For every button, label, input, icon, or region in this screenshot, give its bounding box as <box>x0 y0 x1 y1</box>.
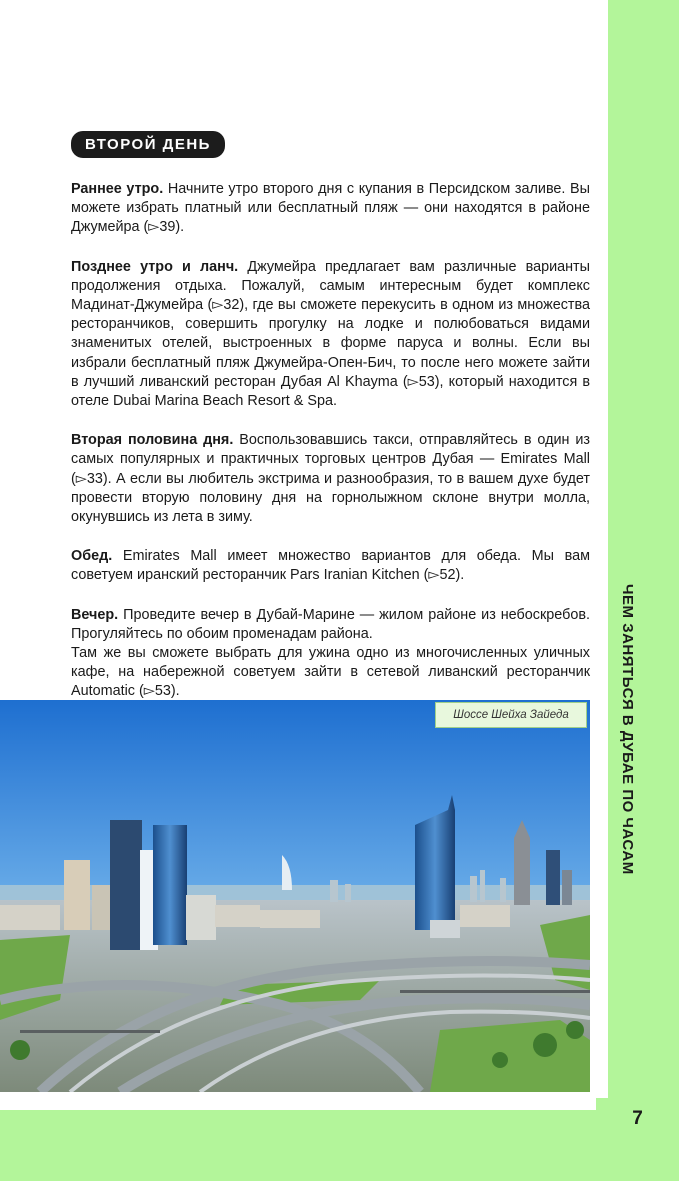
running-head: ЧЕМ ЗАНЯТЬСЯ В ДУБАЕ ПО ЧАСАМ <box>619 584 636 875</box>
paragraph-body: Воспользовавшись такси, отправляйтесь в один из самых популярных и практичных торговых центров Дубая — Emirates Mall (▻33). А если вы любитель экстрима и разнообразия, то в вашем духе будет провести вторую половину дня на горнолыжном склоне внутри молла, окунувшись из лета в зиму. <box>71 432 590 526</box>
paragraph-body: Проведите вечер в Дубай-Марине — жилом районе из небоскребов. Прогуляйтесь по обоим променадам района. <box>71 606 590 642</box>
photo-caption: Шоссе Шейха Зайеда <box>435 702 587 728</box>
paragraph-early-morning <box>71 180 590 238</box>
paragraph-lead: Раннее утро. <box>71 181 164 197</box>
paragraph-lead: Вечер. <box>71 606 119 623</box>
paragraph-body: Emirates Mall имеет множество вариантов для обеда. Мы вам советуем иранский ресторанчик Pars Iranian Kitchen (▻52). <box>71 548 590 584</box>
paragraph-lunch <box>71 547 590 585</box>
paragraph-lead: Вторая половина дня. <box>71 432 234 449</box>
paragraph-lead: Позднее утро и ланч. <box>71 258 239 275</box>
section-badge: ВТОРОЙ ДЕНЬ <box>71 131 225 158</box>
itinerary-text <box>71 180 590 702</box>
paragraph-body: Джумейра предлагает вам различные варианты продолжения отдыха. Пожалуй, самым интересным будет комплекс Мадинат-Джумейра (▻32), где вы сможете перекусить в одном из множества ресторанчиков, совершить прогулку на лодке и полюбоваться видами знаменитых отелей, выстроенных в форме паруса и волны. Если вы избрали бесплатный пляж Джумейра-Опен-Бич, то после него можете зайти в лучший ливанский ресторан Дубая Al Khayma (▻53), который находится в отеле Dubai Marina Beach Resort & Spa. <box>71 258 590 410</box>
right-color-band <box>608 0 679 1098</box>
paragraph-afternoon <box>71 431 590 527</box>
paragraph-evening <box>71 606 590 644</box>
page-number-box <box>596 1098 679 1181</box>
page-number: 7 <box>632 1108 643 1129</box>
paragraph-evening-extra: Там же вы сможете выбрать для ужина одно из многочисленных уличных кафе, на набережной советуем зайти в сетевой ливанский ресторанчик Automatic (▻53). <box>71 645 590 700</box>
city-photo <box>0 700 590 1092</box>
paragraph-body: Начните утро второго дня с купания в Персидском заливе. Вы можете избрать платный или бесплатный пляж — они находятся в районе Джумейра (▻39). <box>71 181 590 236</box>
paragraph-late-morning <box>71 258 590 412</box>
paragraph-lead: Обед. <box>71 548 113 565</box>
bottom-color-band <box>0 1110 679 1181</box>
